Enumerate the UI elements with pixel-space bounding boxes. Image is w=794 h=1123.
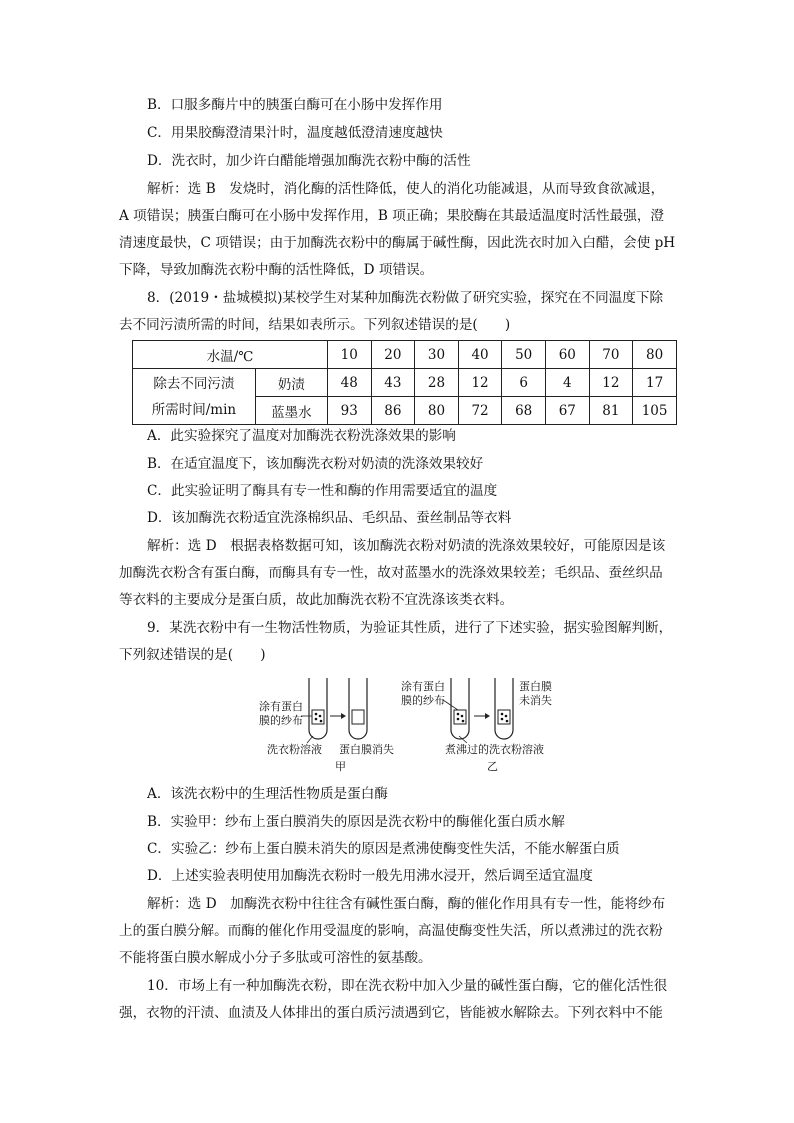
- fig-label-solution: 洗衣粉溶液: [267, 743, 322, 756]
- test-tube: [495, 678, 513, 739]
- temp-cell: 40: [458, 341, 502, 369]
- q10-stem: 强，衣物的汗渍、血渍及人体排出的蛋白质污渍遇到它，皆能被水解除去。下列衣料中不能: [119, 1005, 663, 1021]
- pointer-line: [307, 736, 313, 743]
- fig-label-coated: 膜的纱布: [259, 714, 303, 727]
- table-header-label: 水温/℃: [133, 341, 328, 369]
- temp-cell: 70: [589, 341, 633, 369]
- q10-stem: 10．市场上有一种加酶洗衣粉，即在洗衣粉中加入少量的碱性蛋白酶，它的催化活性很: [147, 978, 668, 994]
- q7-option-d: D．洗衣时，加少许白醋能增强加酶洗衣粉中酶的活性: [147, 153, 471, 169]
- gauze-with-film: [498, 710, 510, 724]
- value-cell: 67: [545, 397, 589, 425]
- q8-option-a: A．此实验探究了温度对加酶洗衣粉洗涤效果的影响: [147, 428, 456, 444]
- stain-name-cell: 奶渍: [255, 369, 327, 397]
- value-cell: 105: [633, 397, 677, 425]
- arrow-head: [485, 713, 490, 719]
- q8-option-c: C．此实验证明了酶具有专一性和酶的作用需要适宜的温度: [147, 483, 498, 499]
- film-dot: [319, 715, 322, 718]
- film-dot: [462, 720, 465, 723]
- test-tube: [451, 678, 469, 739]
- q9-option-a: A．该洗衣粉中的生理活性物质是蛋白酶: [147, 786, 388, 802]
- value-cell: 48: [327, 369, 371, 397]
- q7-analysis-line: A 项错误；胰蛋白酶可在小肠中发挥作用，B 项正确；果胶酶在其最适温度时活性最强，澄: [119, 208, 665, 224]
- q8-option-d: D．该加酶洗衣粉适宜洗涤棉织品、毛织品、蚕丝制品等衣料: [147, 510, 512, 526]
- q7-option-c: C．用果胶酶澄清果汁时，温度越低澄清速度越快: [147, 125, 443, 141]
- fig-label-coated: 涂有蛋白: [401, 680, 445, 693]
- q8-analysis-line: 加酶洗衣粉含有蛋白酶，而酶具有专一性，故对蓝墨水的洗涤效果较差；毛织品、蚕丝织品: [119, 565, 663, 581]
- value-cell: 12: [589, 369, 633, 397]
- q8-stem: 去不同污渍所需的时间，结果如表所示。下列叙述错误的是( ): [119, 317, 511, 333]
- q9-option-c: C．实验乙：纱布上蛋白膜未消失的原因是煮沸使酶变性失活，不能水解蛋白质: [147, 841, 620, 857]
- temp-cell: 20: [371, 341, 415, 369]
- q7-option-b: B．口服多酶片中的胰蛋白酶可在小肠中发挥作用: [147, 97, 443, 113]
- value-cell: 72: [458, 397, 502, 425]
- value-cell: 28: [415, 369, 459, 397]
- row-group-label: [133, 369, 256, 425]
- film-dot: [506, 720, 509, 723]
- fig-label-coated: 膜的纱布: [401, 694, 445, 707]
- q8-stem: 8．(2019・盐城模拟)某校学生对某种加酶洗衣粉做了研究实验，探究在不同温度下除: [147, 290, 664, 306]
- q9-analysis-line: 不能将蛋白膜水解成小分子多肽或可溶性的氨基酸。: [119, 950, 432, 966]
- value-cell: 81: [589, 397, 633, 425]
- q7-analysis-line: 下降，导致加酶洗衣粉中酶的活性降低，D 项错误。: [119, 262, 434, 278]
- value-cell: 80: [415, 397, 459, 425]
- value-cell: 43: [371, 369, 415, 397]
- film-dot: [501, 713, 504, 716]
- film-dot: [461, 715, 464, 718]
- gauze-with-film: [454, 710, 466, 724]
- film-dot: [457, 718, 460, 721]
- temp-cell: 50: [502, 341, 546, 369]
- fig-label-boiled: 煮沸过的洗衣粉溶液: [445, 743, 544, 756]
- temp-cell: 10: [327, 341, 371, 369]
- temp-cell: 30: [415, 341, 459, 369]
- value-cell: 6: [502, 369, 546, 397]
- q9-analysis-line: 上的蛋白膜分解。而酶的催化作用受温度的影响，高温使酶变性失活，所以煮沸过的洗衣粉: [119, 923, 663, 939]
- q7-analysis-line: 清速度最快，C 项错误；由于加酶洗衣粉中的酶属于碱性酶，因此洗衣时加入白醋，会使 pH: [119, 235, 676, 251]
- arrow-head: [341, 713, 346, 719]
- q9-stem: 9．某洗衣粉中有一生物活性物质，为验证其性质，进行了下述实验，据实验图解判断，: [147, 620, 673, 636]
- q9-option-d: D．上述实验表明使用加酶洗衣粉时一般先用沸水浸开，然后调至适宜温度: [147, 868, 593, 884]
- test-tube: [309, 678, 327, 739]
- film-dot: [320, 720, 323, 723]
- q7-analysis-line: 解析：选 B 发烧时，消化酶的活性降低，使人的消化功能减退，从而导致食欲减退，: [147, 181, 665, 197]
- row-group-label-line: 所需时间/min: [151, 401, 237, 418]
- q8-analysis-line: 等衣料的主要成分是蛋白质，故此加酶洗衣粉不宜洗涤该类衣料。: [119, 592, 514, 608]
- film-dot: [501, 718, 504, 721]
- gauze-with-film: [312, 710, 324, 724]
- stain-name-cell: 蓝墨水: [255, 397, 327, 425]
- q8-analysis-line: 解析：选 D 根据表格数据可知，该加酶洗衣粉对奶渍的洗涤效果较好，可能原因是该: [147, 538, 666, 554]
- gauze-plain: [352, 710, 364, 724]
- fig-label-coated: 涂有蛋白: [259, 700, 303, 713]
- value-cell: 68: [502, 397, 546, 425]
- row-group-label-line: 除去不同污渍: [153, 375, 235, 392]
- temp-cell: 60: [545, 341, 589, 369]
- film-dot: [315, 718, 318, 721]
- value-cell: 17: [633, 369, 677, 397]
- film-dot: [457, 713, 460, 716]
- value-cell: 86: [371, 397, 415, 425]
- film-dot: [505, 715, 508, 718]
- q8-data-table: [132, 340, 677, 425]
- fig-label-yi: 乙: [487, 760, 498, 773]
- value-cell: 4: [545, 369, 589, 397]
- temp-cell: 80: [633, 341, 677, 369]
- q9-analysis-line: 解析：选 D 加酶洗衣粉中往往含有碱性蛋白酶，酶的催化作用具有专一性，能将纱布: [147, 896, 666, 912]
- fig-label-not-vanished: 蛋白膜: [519, 680, 552, 693]
- fig-label-not-vanished: 未消失: [519, 694, 552, 707]
- value-cell: 12: [458, 369, 502, 397]
- fig-label-vanished: 蛋白膜消失: [339, 743, 394, 756]
- q9-experiment-figure: [255, 676, 555, 780]
- q9-stem: 下列叙述错误的是( ): [119, 647, 266, 663]
- q9-option-b: B．实验甲：纱布上蛋白膜消失的原因是洗衣粉中的酶催化蛋白质水解: [147, 814, 565, 830]
- value-cell: 93: [327, 397, 371, 425]
- fig-label-jia: 甲: [335, 760, 346, 773]
- q8-option-b: B．在适宜温度下，该加酶洗衣粉对奶渍的洗涤效果较好: [147, 456, 484, 472]
- test-tube: [349, 678, 367, 739]
- film-dot: [315, 713, 318, 716]
